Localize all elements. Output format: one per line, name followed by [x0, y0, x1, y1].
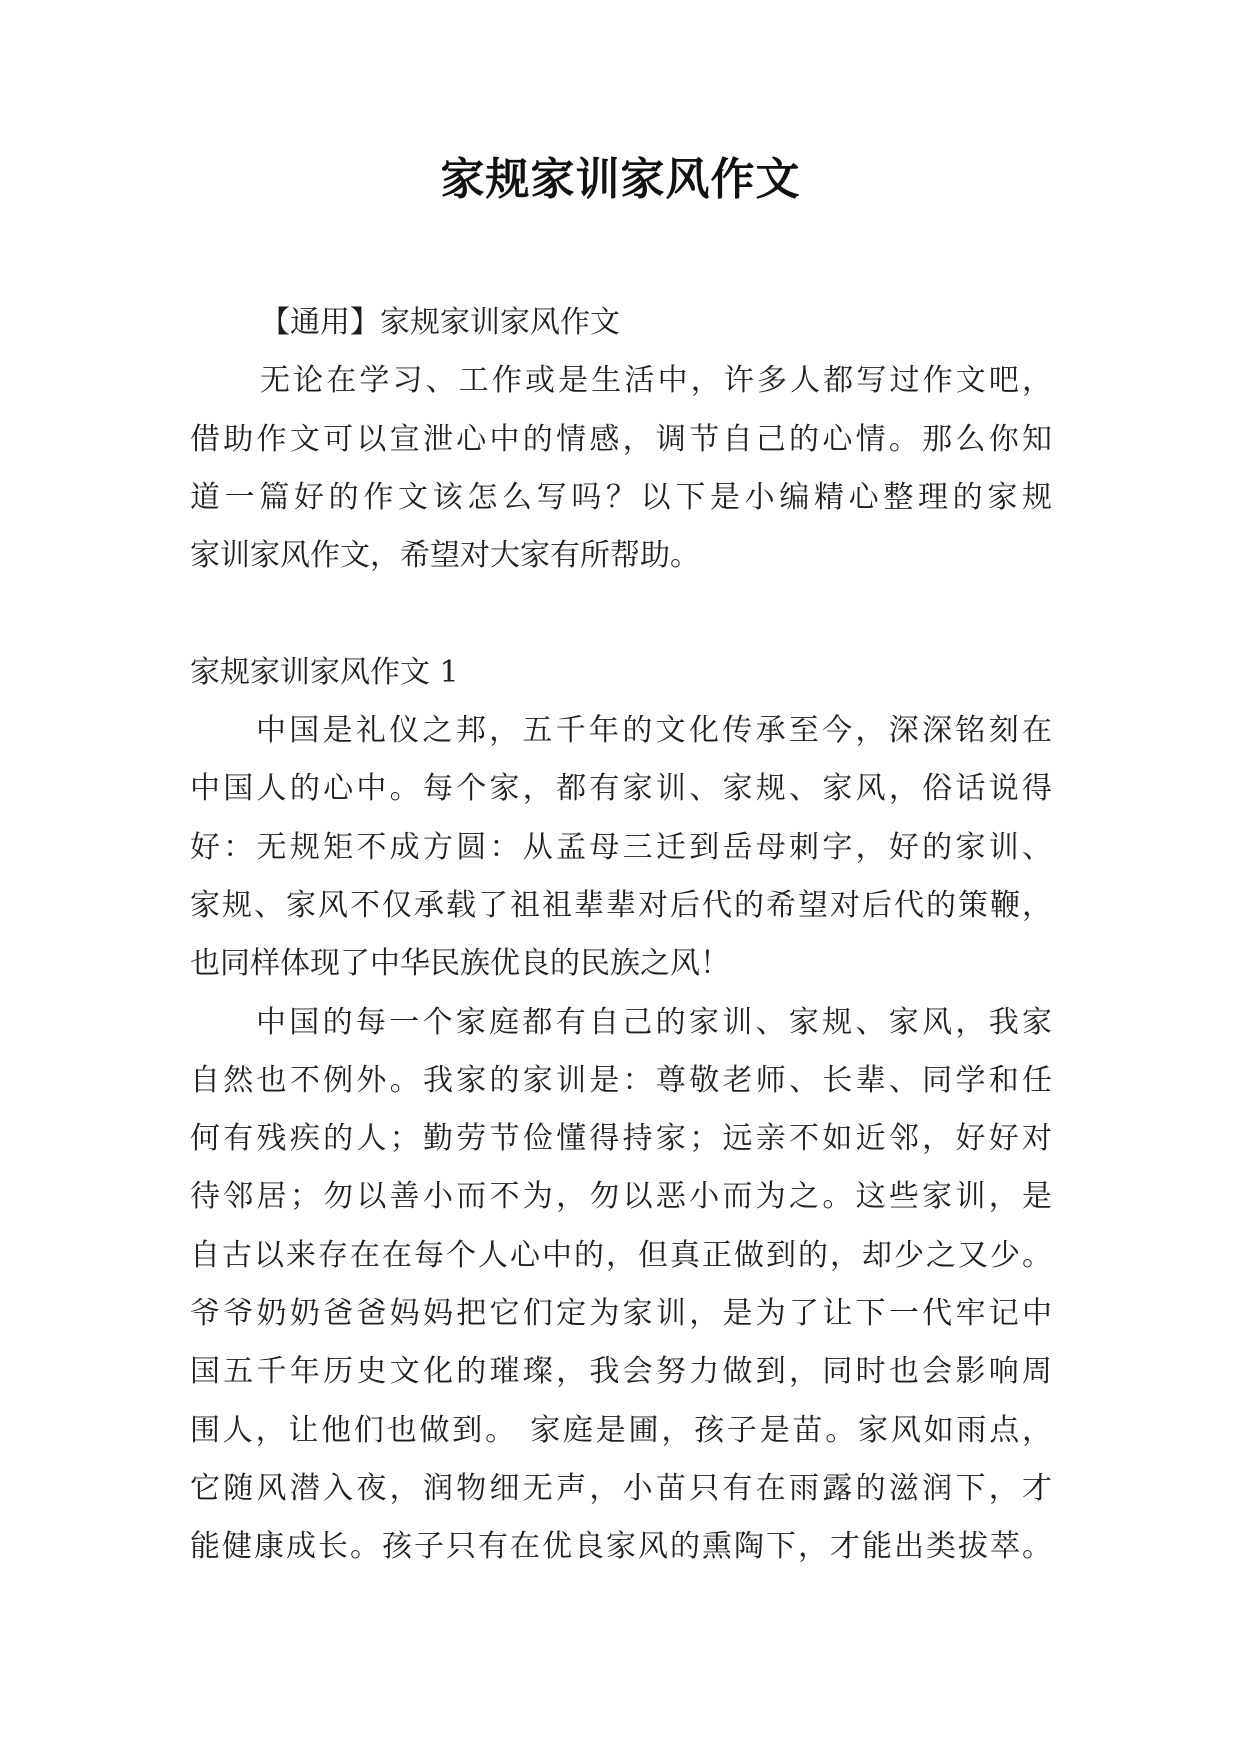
paragraph-line: 中国是礼仪之邦，五千年的文化传承至今，深深铭刻在 — [256, 713, 1052, 749]
paragraph-line: 何有残疾的人；勤劳节俭懂得持家；远亲不如近邻，好好对 — [190, 1121, 1052, 1157]
intro-line: 无论在学习、工作或是生活中，许多人都写过作文吧， — [260, 363, 1052, 399]
intro-line: 家训家风作文，希望对大家有所帮助。 — [190, 538, 700, 574]
paragraph-1 — [190, 702, 1052, 993]
paragraph-2 — [190, 994, 1052, 1577]
paragraph-line: 中国的每一个家庭都有自己的家训、家规、家风，我家 — [256, 1004, 1052, 1040]
paragraph-line: 它随风潜入夜，润物细无声，小苗只有在雨露的滋润下，才 — [190, 1470, 1052, 1506]
paragraph-line: 也同样体现了中华民族优良的民族之风！ — [190, 946, 730, 982]
paragraph-line: 能健康成长。孩子只有在优良家风的熏陶下，才能出类拔萃。 — [190, 1529, 1052, 1565]
paragraph-spacer — [190, 585, 1052, 643]
intro-heading: 【通用】家规家训家风作文 — [260, 305, 620, 340]
intro-line: 借助作文可以宣泄心中的情感，调节自己的心情。那么你知 — [190, 421, 1052, 457]
paragraph-line: 自古以来存在在每个人心中的，但真正做到的，却少之又少。 — [190, 1237, 1052, 1273]
paragraph-line: 家规、家风不仅承载了祖祖辈辈对后代的希望对后代的策鞭， — [190, 887, 1052, 923]
paragraph-line: 好：无规矩不成方圆：从孟母三迁到岳母刺字，好的家训、 — [190, 829, 1052, 865]
document-body — [190, 294, 1052, 1577]
section-heading: 家规家训家风作文 1 — [190, 654, 459, 690]
intro-line: 道一篇好的作文该怎么写吗？以下是小编精心整理的家规 — [190, 479, 1052, 515]
paragraph-line: 自然也不例外。我家的家训是：尊敬老师、长辈、同学和任 — [190, 1062, 1052, 1098]
paragraph-line: 中国人的心中。每个家，都有家训、家规、家风，俗话说得 — [190, 771, 1052, 807]
intro-paragraph — [190, 352, 1052, 585]
paragraph-line: 待邻居；勿以善小而不为，勿以恶小而为之。这些家训，是 — [190, 1179, 1052, 1215]
paragraph-line: 爷爷奶奶爸爸妈妈把它们定为家训，是为了让下一代牢记中 — [190, 1296, 1052, 1332]
paragraph-line: 围人，让他们也做到。 家庭是圃，孩子是苗。家风如雨点， — [190, 1412, 1052, 1448]
paragraph-line: 国五千年历史文化的璀璨，我会努力做到，同时也会影响周 — [190, 1354, 1052, 1390]
document-title: 家规家训家风作文 — [440, 154, 801, 205]
